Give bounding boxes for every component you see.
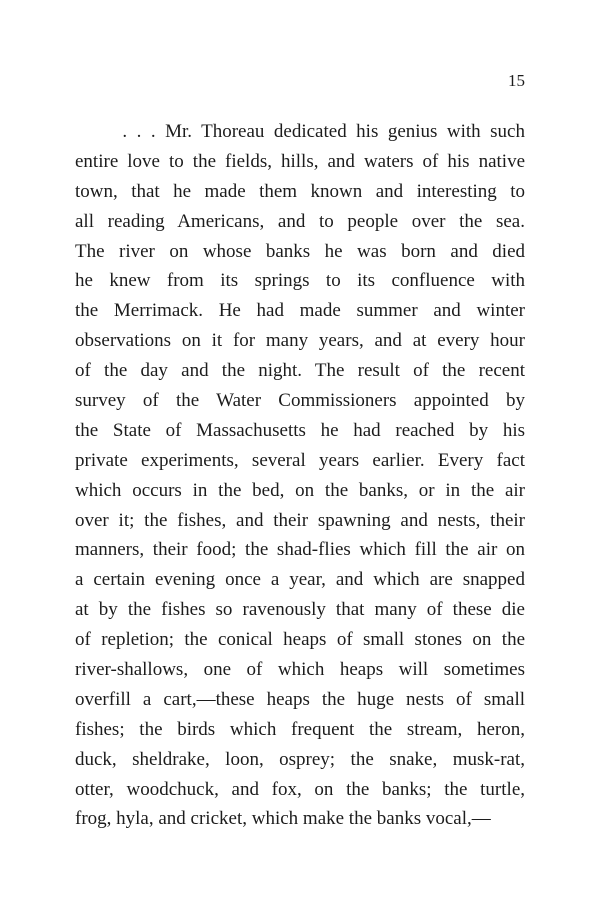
text-line: of repletion; the conical heaps of small stones on the xyxy=(75,629,525,651)
page-number: 15 xyxy=(508,71,525,90)
text-line: which occurs in the bed, on the banks, or in the air xyxy=(75,479,525,501)
text-line: survey of the Water Commissioners appointed by xyxy=(75,390,525,412)
text-line: at by the fishes so ravenously that many of these die xyxy=(75,599,525,621)
text-line: a certain evening once a year, and which are snapped xyxy=(75,569,525,591)
text-line: frog, hyla, and cricket, which make the banks vocal,— xyxy=(75,808,491,830)
text-line: river-shallows, one of which heaps will sometimes xyxy=(75,659,525,681)
text-line: overfill a cart,—these heaps the huge nests of small xyxy=(75,688,525,710)
text-line: town, that he made them known and interesting to xyxy=(75,180,525,202)
text-line: observations on it for many years, and at every hour xyxy=(75,330,525,352)
text-line: otter, woodchuck, and fox, on the banks; the turtle, xyxy=(75,778,525,800)
text-line: he knew from its springs to its confluence with xyxy=(75,270,525,292)
text-line: entire love to the fields, hills, and waters of his native xyxy=(75,150,525,172)
text-line: The river on whose banks he was born and died xyxy=(75,240,525,262)
text-line: the State of Massachusetts he had reached by his xyxy=(75,419,525,441)
text-line: of the day and the night. The result of the recent xyxy=(75,360,525,382)
text-line: all reading Americans, and to people over the sea. xyxy=(75,210,525,232)
body-paragraph xyxy=(75,117,525,834)
text-line: private experiments, several years earlier. Every fact xyxy=(75,449,525,471)
text-line: duck, sheldrake, loon, osprey; the snake, musk-rat, xyxy=(75,748,525,770)
text-line: fishes; the birds which frequent the stream, heron, xyxy=(75,718,525,740)
text-line: . . . Mr. Thoreau dedicated his genius with such xyxy=(75,121,525,142)
text-line: over it; the fishes, and their spawning and nests, their xyxy=(75,509,525,531)
text-line: the Merrimack. He had made summer and winter xyxy=(75,300,525,322)
text-line: manners, their food; the shad-flies which fill the air on xyxy=(75,539,525,561)
